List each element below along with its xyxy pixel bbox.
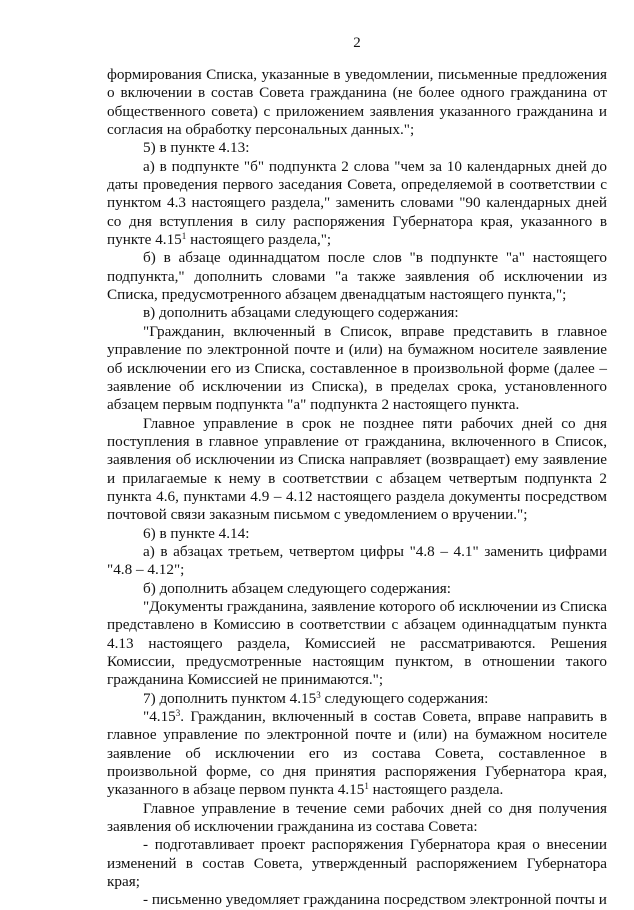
paragraph	[107, 891, 607, 909]
paragraph-text: а) в подпункте "б" подпункта 2 слова "чем за 10 календарных дней до даты проведения первого заседания Совета, определяемой в соответствии с пунктом 4.3 настоящего раздела," заменить словами "90 календарных дней со дня вступления в силу распоряжения Губернатора края, указанного в пункте 4.15	[107, 157, 607, 249]
paragraph	[107, 139, 607, 157]
paragraph-text: . Гражданин, включенный в состав Совета, вправе направить в главное управление по электронной почте и (или) на бумажном носителе заявление об исключении его из состава Совета, составленное в произвольной форме, со дня принятия распоряжения Губернатора края, указанного в абзаце первом пункта 4.15	[107, 708, 607, 799]
paragraph-text: б) в абзаце одиннадцатом после слов "в подпункте "а" настоящего подпункта," дополнить словами "а также заявления об исключении из Списка, предусмотренного абзацем двенадцатым настоящего пункта,";	[107, 249, 607, 304]
paragraph	[107, 800, 607, 837]
paragraph	[107, 598, 607, 690]
paragraph	[107, 415, 607, 525]
superscript: 3	[175, 708, 181, 719]
paragraph	[107, 543, 607, 580]
page-number: 2	[353, 35, 361, 51]
paragraph-text: а) в абзацах третьем, четвертом цифры "4.8 – 4.1" заменить цифрами "4.8 – 4.12";	[107, 542, 607, 579]
paragraph-text: "Гражданин, включенный в Список, вправе представить в главное управление по электронной почте и (или) на бумажном носителе заявление об исключении его из Списка, составленное в произвольной форме (далее – заявление об исключении из Списка), в пределах срока, установленного абзацем первым подпункта "а" подпункта 2 настоящего пункта.	[107, 322, 607, 414]
paragraph-text: "4.15	[143, 708, 176, 726]
superscript: 1	[364, 781, 369, 792]
paragraph-text: настоящего раздела.	[368, 781, 504, 799]
document-body	[107, 66, 607, 910]
paragraph-text: "Документы гражданина, заявление которого об исключении из Списка представлено в Комиссию в соответствии с абзацем одиннадцатым пункта 4.13 настоящего раздела, Комиссией не рассматриваются. Решения Комиссии, предусмотренные настоящим пунктом, в отношении такого гражданина Комиссией не принимаются.";	[107, 597, 607, 689]
paragraph-text: 5) в пункте 4.13:	[143, 139, 250, 157]
paragraph	[107, 158, 607, 250]
superscript: 3	[316, 689, 321, 700]
paragraph	[107, 249, 607, 304]
paragraph-text: Главное управление в срок не позднее пяти рабочих дней со дня поступления в главное управление от гражданина, включенного в Список, заявления об исключении из Списка направляет (возвращает) ему заявление и прилагаемые к нему в соответствии с абзацем четвертым подпункта 2 пункта 4.6, пунктами 4.9 – 4.12 настоящего раздела документы посредством почтовой связи заказным письмом с уведомлением о вручении.";	[107, 414, 607, 524]
paragraph	[107, 690, 607, 708]
paragraph	[107, 708, 607, 800]
paragraph	[107, 304, 607, 322]
paragraph	[107, 836, 607, 891]
paragraph-text: в) дополнить абзацами следующего содержания:	[143, 304, 459, 322]
paragraph-text: б) дополнить абзацем следующего содержания:	[143, 579, 451, 597]
paragraph-text: Главное управление в течение семи рабочих дней со дня получения заявления об исключении гражданина из состава Совета:	[107, 799, 607, 836]
paragraph-text: - подготавливает проект распоряжения Губернатора края о внесении изменений в состав Совета, утвержденный распоряжением Губернатора края;	[107, 836, 607, 891]
paragraph-text: следующего содержания:	[320, 689, 489, 707]
paragraph-text: 7) дополнить пунктом 4.15	[143, 689, 317, 707]
paragraph-text: 6) в пункте 4.14:	[143, 524, 250, 542]
paragraph-text: настоящего раздела,";	[186, 231, 332, 249]
paragraph	[107, 525, 607, 543]
paragraph	[107, 323, 607, 415]
paragraph	[107, 66, 607, 139]
superscript: 1	[181, 231, 187, 242]
paragraph	[107, 580, 607, 598]
paragraph-text: формирования Списка, указанные в уведомлении, письменные предложения о включении в состав Совета гражданина (не более одного гражданина от общественного совета) с приложением заявления указанного гражданина и согласия на обработку персональных данных.";	[107, 66, 607, 139]
paragraph-text: - письменно уведомляет гражданина посредством электронной почты и	[143, 891, 607, 909]
